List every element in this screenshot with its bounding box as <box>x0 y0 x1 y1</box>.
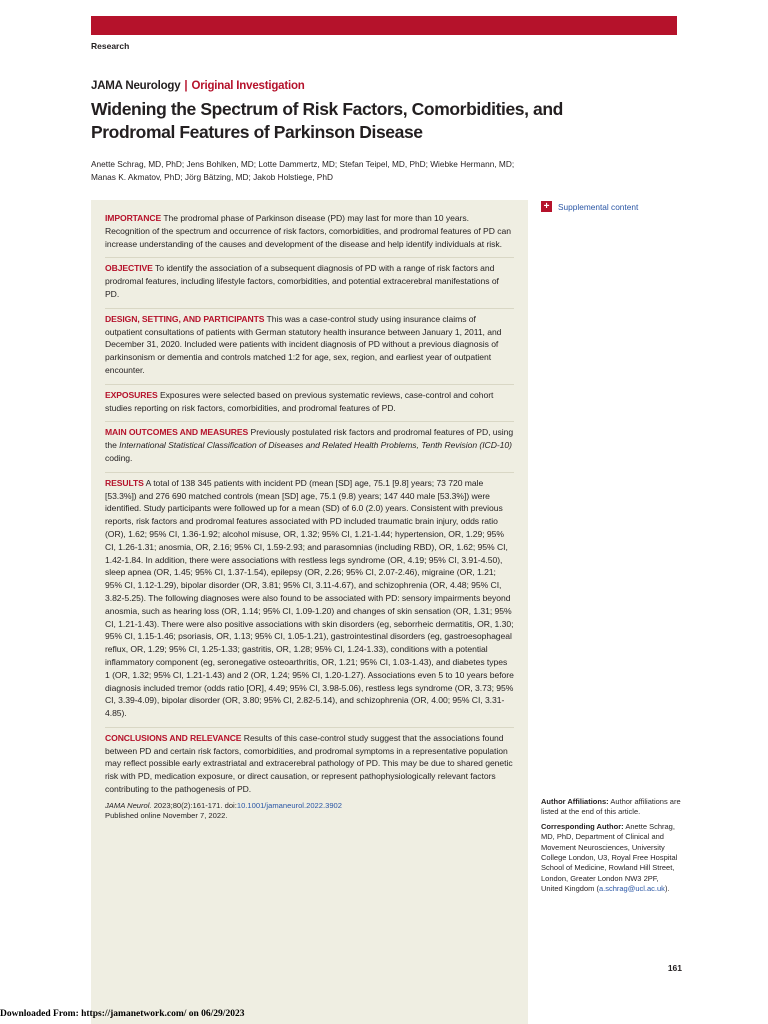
article-title: Widening the Spectrum of Risk Factors, Comorbidities, and Prodromal Features of Parkinson Disease <box>91 99 563 142</box>
abstract-text: To identify the association of a subsequent diagnosis of PD with a range of risk factors and prodromal features, including lifestyle factors, comorbidities, and potential extracerebral manifestations of PD. <box>105 263 499 299</box>
abstract-exposures <box>105 384 514 415</box>
abstract-outcomes <box>105 421 514 464</box>
abstract-text: Previously postulated risk factors and prodromal features of PD, using the <box>105 427 514 451</box>
side-notes <box>541 797 681 899</box>
abstract-heading: OBJECTIVE <box>105 263 153 274</box>
abstract-text: The prodromal phase of Parkinson disease (PD) may last for more than 10 years. Recognition of the spectrum and occurrence of risk factors, comorbidities, and prodromal features of PD can increase understanding of the causes and development of the disease and help identify individuals at risk. <box>105 213 511 249</box>
journal-line <box>91 80 305 92</box>
abstract-heading: EXPOSURES <box>105 389 158 400</box>
abstract-text-italic: International Statistical Classification of Diseases and Related Health Problems, Tenth Revision (ICD-10) <box>119 440 512 451</box>
abstract-heading: MAIN OUTCOMES AND MEASURES <box>105 427 249 438</box>
abstract-heading: DESIGN, SETTING, AND PARTICIPANTS <box>105 313 265 324</box>
affiliations-text: Author affiliations are listed at the end of this article. <box>541 797 681 817</box>
supplemental-content-link[interactable] <box>541 201 638 212</box>
abstract-design <box>105 308 514 377</box>
corresponding-close: ). <box>664 884 670 894</box>
abstract-conclusions <box>105 727 514 796</box>
corresponding-text: Anette Schrag, MD, PhD, Department of Clinical and Movement Neurosciences, University College London, U3, Royal Free Hospital School of Medicine, Rowland Hill Street, London, Greater London NW3 2PF, United Kingdom ( <box>541 821 678 894</box>
citation <box>105 801 514 822</box>
abstract-importance <box>105 212 514 250</box>
author-list: Anette Schrag, MD, PhD; Jens Bohlken, MD; Lotte Dammertz, MD; Stefan Teipel, MD, PhD; Wiebke Hermann, MD; Manas K. Akmatov, PhD; Jörg Bätzing, MD; Jakob Holstiege, PhD <box>91 159 515 182</box>
abstract-heading: CONCLUSIONS AND RELEVANCE <box>105 732 242 743</box>
published-date: Published online November 7, 2022. <box>105 811 228 821</box>
download-footer: Downloaded From: https://jamanetwork.com/ on 06/29/2023 <box>0 1009 245 1019</box>
page-number: 161 <box>667 963 682 973</box>
email-link[interactable]: a.schrag@ucl.ac.uk <box>598 884 665 894</box>
citation-journal: JAMA Neurol. <box>105 800 152 810</box>
article-type: Original Investigation <box>191 80 305 92</box>
plus-icon: + <box>541 201 552 212</box>
supplemental-label: Supplemental content <box>558 201 639 212</box>
corresponding-heading: Corresponding Author: <box>541 821 624 831</box>
section-label: Research <box>91 41 130 51</box>
author-affiliations <box>541 797 681 818</box>
abstract-text: Exposures were selected based on previous systematic reviews, case-control and cohort studies reporting on risk factors, comorbidities, and prodromal features of PD. <box>105 389 494 413</box>
affiliations-heading: Author Affiliations: <box>541 797 609 806</box>
journal-separator: | <box>184 80 188 92</box>
doi-link[interactable]: 10.1001/jamaneurol.2022.3902 <box>236 800 342 810</box>
citation-line <box>105 801 514 812</box>
abstract-results <box>105 472 514 720</box>
corresponding-author <box>541 822 681 895</box>
journal-header-bar <box>91 16 677 35</box>
abstract-text: This was a case-control study using insurance claims of outpatient consultations of patients with German statutory health insurance between January 1, 2011, and December 31, 2020. Included were patients with incident diagnosis of PD without a previous diagnosis of parkinsonism or dementia and controls matched 1:2 for age, sex, region, and earliest year of outpatient encounter. <box>105 313 502 375</box>
abstract-heading: IMPORTANCE <box>105 213 162 223</box>
abstract-text: Results of this case-control study suggest that the associations found between PD and certain risk factors, comorbidities, and prodromal symptoms in a representative population may reflect possible early extrastriatal and extracerebral pathology of PD. This may be due to shared genetic risk with PD, medication exposure, or direct causation, or represent pathophysiologically relevant factors contributing to the pathogenesis of PD. <box>105 732 513 795</box>
journal-name: JAMA Neurology <box>91 80 181 92</box>
abstract-objective <box>105 257 514 300</box>
citation-details: 2023;80(2):161-171. doi: <box>153 800 237 810</box>
abstract-heading: RESULTS <box>105 477 144 488</box>
abstract-text: A total of 138 345 patients with incident PD (mean [SD] age, 75.1 [9.8] years; 73 720 male [53.3%]) and 276 690 matched controls (mean [SD] age, 75.1 (9.8) years; 147 440 male [53.3%]) were identified. Study participants were followed up for a mean (SD) of 6.0 (2.0) years. Consistent with previous reports, risk factors and prodromal features associated with PD included traumatic brain injury, odds ratio (OR), 1.62; 95% CI, 1.36-1.92; alcohol misuse, OR, 1.32; 95% CI, 1.21-1.44; hypertension, OR, 1.29; 95% CI, 1.26-1.31; anosmia, OR, 2.16; 95% CI, 1.59-2.93; and parasomnias (including RBD), OR, 1.62; 95% CI, 1.42-1.84. In addition, there were associations with restless legs syndrome (OR, 4.19; 95% CI, 3.91-4.50), sleep apnea (OR, 1.45; 95% CI, 1.37-1.54), epilepsy (OR, 2.26; 95% CI, 2.07-2.46), migraine (OR, 1.21; 95% CI, 1.12-1.29), bipolar disorder (OR, 3.81; 95% CI, 3.11-4.67), and schizophrenia (OR, 4.48; 95% CI, 3.82-5.25). The following diagnoses were also found to be associated with PD: sensory impairments beyond anosmia, such as hearing loss (OR, 1.14; 95% CI, 1.09-1.20) and changes of skin sensation (OR, 1.31; 95% CI, 1.21-1.43). There were also positive associations with skin disorders (eg, seborrheic dermatitis, OR, 1.30; 95% CI, 1.15-1.46; psoriasis, OR, 1.13; 95% CI, 1.05-1.21), gastrointestinal disorders (eg, gastroesophageal reflux, OR, 1.29; 95% CI, 1.25-1.33; gastritis, OR, 1.28; 95% CI, 1.24-1.33), conditions with a potential inflammatory component (eg, seronegative osteoarthritis, OR, 1.21; 95% CI, 1.03-1.43), and diabetes types 1 (OR, 1.32; 95% CI, 1.21-1.43) and 2 (OR, 1.24; 95% CI, 1.20-1.27). Associations even 5 to 10 years before diagnosis included tremor (odds ratio [OR], 4.49; 95% CI, 3.98-5.06), restless legs syndrome (OR, 3.73; 95% CI, 3.39-4.09), bipolar disorder (OR, 3.80; 95% CI, 2.82-5.14), and schizophrenia (OR, 4.00; 95% CI, 3.31-4.85). <box>105 477 514 719</box>
abstract-text: coding. <box>105 452 133 463</box>
abstract-box <box>91 200 528 1024</box>
